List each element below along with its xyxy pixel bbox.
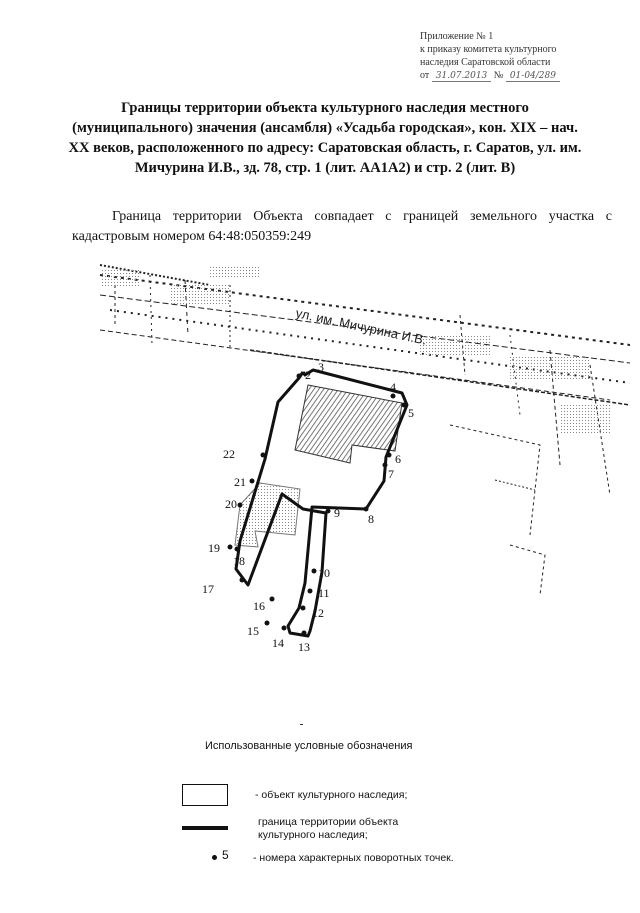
point-9 <box>326 509 331 514</box>
point-12 <box>301 606 306 611</box>
legend-title: Использованные условные обозначения <box>205 740 413 752</box>
point-17 <box>240 578 245 583</box>
point-18 <box>235 547 240 552</box>
label-point-17: 17 <box>202 582 214 596</box>
point-2 <box>297 374 302 379</box>
point-20 <box>238 503 243 508</box>
label-point-5: 5 <box>408 406 414 420</box>
label-point-22: 22 <box>223 447 235 461</box>
point-6 <box>387 453 392 458</box>
point-14 <box>282 626 287 631</box>
point-19 <box>228 545 233 550</box>
annex-line3: наследия Саратовской области <box>420 57 551 68</box>
label-point-12: 12 <box>312 606 324 620</box>
point-10 <box>312 569 317 574</box>
boundary-paragraph: Граница территории Объекта совпадает с границей земельного участка с кадастровым номером 64:48:050359:249 <box>72 209 612 244</box>
label-point-7: 7 <box>388 467 394 481</box>
legend-object-label: - объект культурного наследия; <box>255 789 408 801</box>
label-point-21: 21 <box>234 475 246 489</box>
legend-object-symbol <box>182 784 228 806</box>
point-8 <box>364 507 369 512</box>
legend-point-dot <box>212 855 217 860</box>
point-22 <box>261 453 266 458</box>
street-label: ул. им. Мичурина И.В. <box>294 305 429 348</box>
annex-line1: Приложение № 1 <box>420 31 494 42</box>
point-16 <box>270 597 275 602</box>
heritage-building-b <box>235 483 300 547</box>
point-15 <box>265 621 270 626</box>
legend-point-label: - номера характерных поворотных точек. <box>253 852 454 864</box>
cadastral-map <box>90 255 630 735</box>
point-4 <box>391 394 396 399</box>
annex-number-label: № <box>493 70 504 81</box>
annex-block <box>420 30 630 83</box>
legend-point-number: 5 <box>222 848 229 862</box>
label-point-11: 11 <box>318 586 330 600</box>
label-point-15: 15 <box>247 624 259 638</box>
annex-date: 31.07.2013 <box>432 71 492 82</box>
label-point-14: 14 <box>272 636 284 650</box>
label-point-10: 10 <box>318 566 330 580</box>
point-7 <box>383 463 388 468</box>
legend-boundary-label: граница территории объекта культурного наследия; <box>258 816 399 841</box>
document-title: Границы территории объекта культурного наследия местного (муниципального) значения (ансамбля) «Усадьба городская», кон. XIX – нач. XX веков, расположенного по адресу: Саратовская область, г. Саратов, ул. им. Мичурина И.В., зд. 78, стр. 1 (лит. АА1А2) и стр. 2 (лит. В) <box>68 100 582 176</box>
heritage-building-main <box>295 385 402 463</box>
label-point-9: 9 <box>334 506 340 520</box>
legend-boundary-symbol <box>182 826 228 830</box>
label-point-3: 3 <box>318 360 324 374</box>
annex-line2: к приказу комитета культурного <box>420 44 557 55</box>
label-point-16: 16 <box>253 599 265 613</box>
point-11 <box>308 589 313 594</box>
label-point-6: 6 <box>395 452 401 466</box>
annex-number: 01-04/289 <box>506 71 560 82</box>
label-point-8: 8 <box>368 512 374 526</box>
divider-mark <box>300 724 303 725</box>
point-5 <box>402 403 407 408</box>
label-point-13: 13 <box>298 640 310 654</box>
label-point-4: 4 <box>390 380 396 394</box>
label-point-18: 18 <box>233 554 245 568</box>
label-point-19: 19 <box>208 541 220 555</box>
annex-from-label: от <box>420 70 430 81</box>
label-point-20: 20 <box>225 497 237 511</box>
label-point-2: 2 <box>305 368 311 382</box>
point-21 <box>250 479 255 484</box>
point-13 <box>302 631 307 636</box>
annex-date-line <box>420 69 630 83</box>
